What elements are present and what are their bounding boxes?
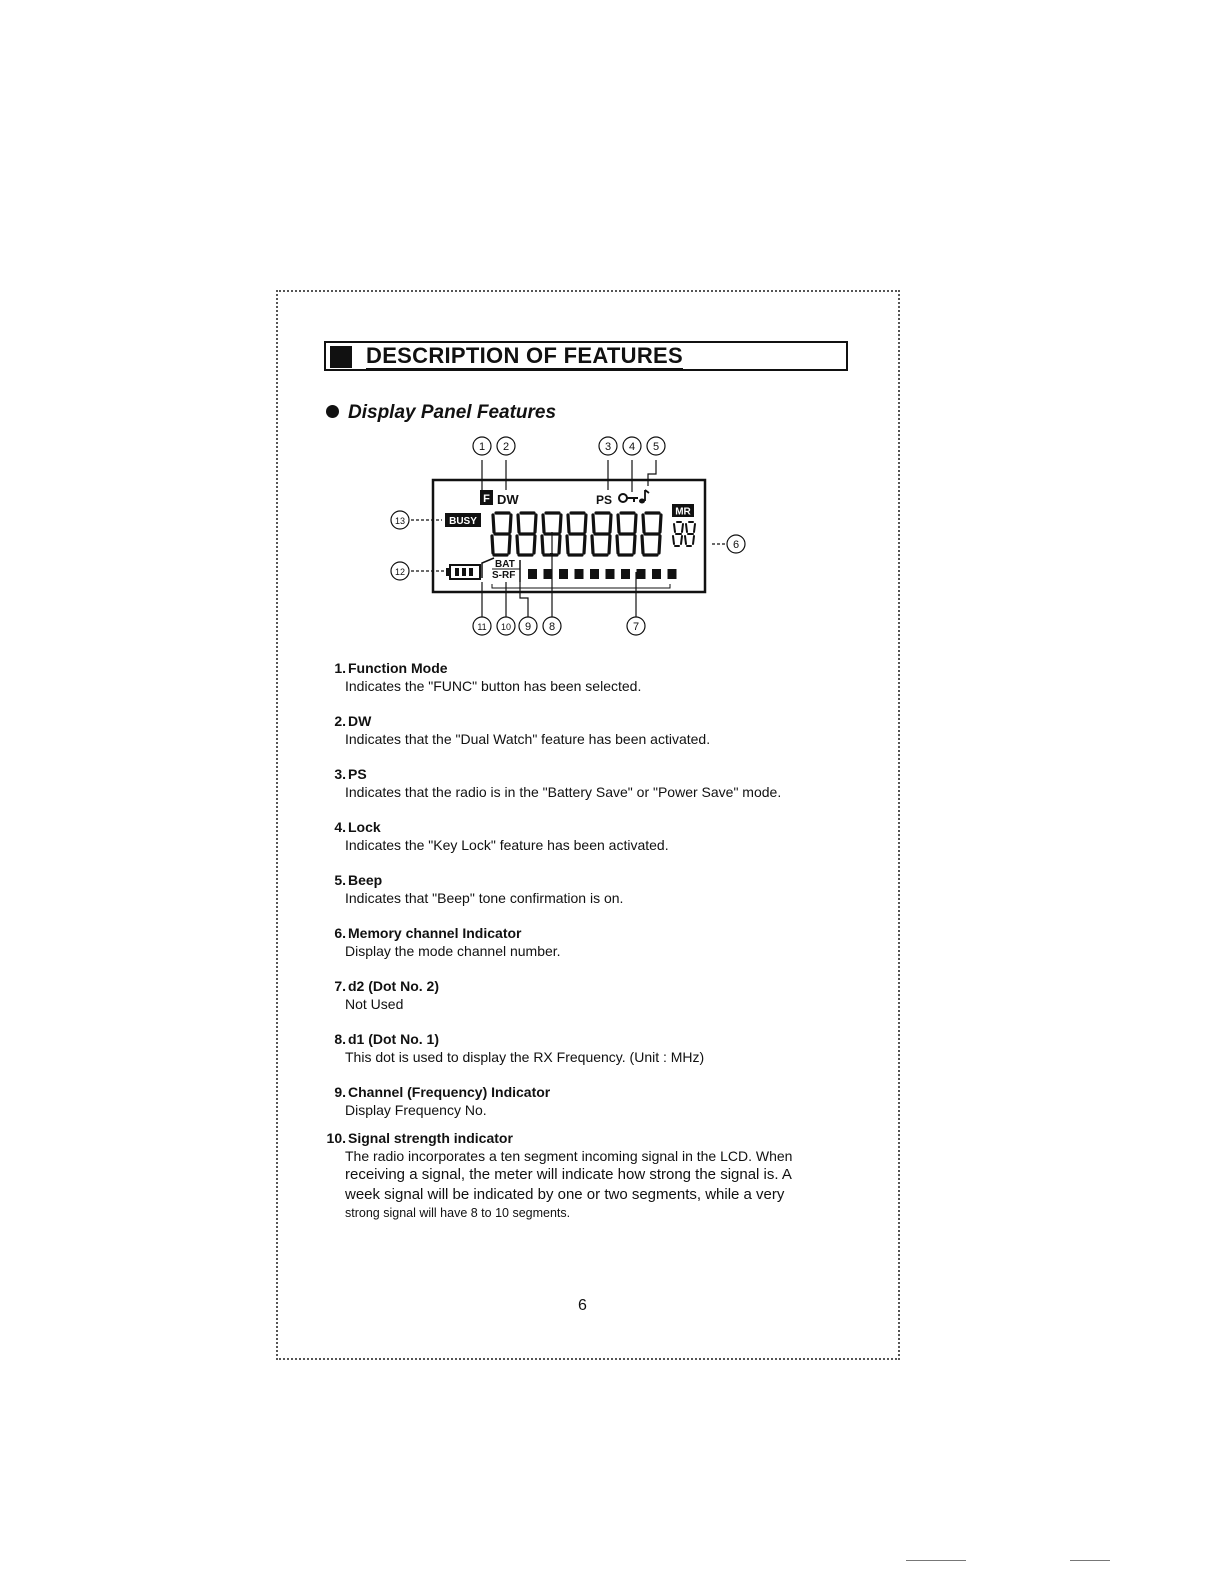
feature-title-text: Channel (Frequency) Indicator [348, 1084, 551, 1100]
signal-segment [668, 569, 677, 579]
feature-title-text: Lock [348, 819, 381, 835]
lcd-digit [567, 513, 586, 555]
feature-number: 3. [334, 766, 346, 782]
function-icon-label: F [483, 493, 490, 505]
feature-description-line: week signal will be indicated by one or two segments, while a very [345, 1186, 785, 1203]
feature-description-line: receiving a signal, the meter will indicate how strong the signal is. A [345, 1166, 792, 1183]
item-spacer [316, 960, 876, 977]
feature-title [316, 871, 876, 889]
feature-item [316, 924, 876, 960]
beep-note-icon [639, 490, 649, 504]
section-title: DESCRIPTION OF FEATURES [366, 343, 683, 368]
feature-item [316, 1129, 876, 1221]
scan-artifact [906, 1560, 966, 1561]
feature-description: Indicates the "FUNC" button has been selected. [345, 678, 642, 694]
feature-title-text: Function Mode [348, 660, 448, 676]
callout-number: 9 [524, 621, 532, 633]
busy-label: BUSY [449, 516, 477, 527]
feature-title [316, 765, 876, 783]
item-spacer [316, 1119, 876, 1129]
feature-description-line: strong signal will have 8 to 10 segments. [345, 1206, 571, 1220]
feature-item [316, 659, 876, 695]
signal-segment [652, 569, 661, 579]
feature-title-text: DW [348, 713, 372, 729]
feature-number: 4. [334, 819, 346, 835]
ps-label: PS [596, 493, 613, 507]
lcd-digit [617, 513, 636, 555]
feature-title [316, 659, 876, 677]
signal-segment [621, 569, 630, 579]
callout-number: 4 [628, 441, 636, 453]
feature-title-text: d1 (Dot No. 1) [348, 1031, 439, 1047]
subsection-title: Display Panel Features [348, 402, 557, 423]
header-square-icon [330, 346, 352, 368]
feature-number: 6. [334, 925, 346, 941]
feature-item [316, 712, 876, 748]
feature-item [316, 1030, 876, 1066]
feature-description: Display Frequency No. [345, 1102, 487, 1118]
callout-number: 8 [548, 621, 556, 633]
frequency-digits [492, 513, 661, 556]
lcd-digit [492, 513, 511, 555]
feature-number: 5. [334, 872, 346, 888]
signal-segment [544, 569, 553, 579]
lcd-diagram [380, 432, 760, 642]
feature-item [316, 977, 876, 1013]
feature-number: 10. [326, 1130, 346, 1146]
lcd-frame [433, 480, 705, 592]
signal-segment [575, 569, 584, 579]
feature-number: 7. [334, 978, 346, 994]
subsection-heading [326, 402, 556, 424]
callout-number: 2 [502, 441, 510, 453]
signal-segment [590, 569, 599, 579]
item-spacer [316, 748, 876, 765]
callout-number: 12 [394, 567, 406, 577]
bullet-icon [326, 405, 339, 418]
feature-title [316, 1129, 876, 1147]
feature-item [316, 1083, 876, 1119]
battery-icon [446, 565, 480, 579]
feature-description: Display the mode channel number. [345, 943, 561, 959]
signal-segment [637, 569, 646, 579]
item-spacer [316, 1013, 876, 1030]
srf-label: S-RF [492, 570, 516, 581]
feature-title-text: Memory channel Indicator [348, 925, 522, 941]
lcd-digit [592, 513, 611, 555]
feature-item [316, 871, 876, 907]
callout-leaders [411, 460, 728, 617]
bat-label: BAT [495, 559, 515, 570]
signal-segment [606, 569, 615, 579]
feature-title-text: d2 (Dot No. 2) [348, 978, 439, 994]
feature-item [316, 818, 876, 854]
signal-segments [528, 569, 677, 579]
callout-number: 1 [478, 441, 486, 453]
item-spacer [316, 907, 876, 924]
feature-title-text: Beep [348, 872, 383, 888]
mr-label: MR [675, 506, 691, 518]
feature-description: This dot is used to display the RX Frequency. (Unit : MHz) [345, 1049, 705, 1065]
feature-title [316, 1030, 876, 1048]
page-number: 6 [578, 1297, 587, 1314]
feature-title [316, 712, 876, 730]
feature-number: 1. [334, 660, 346, 676]
item-spacer [316, 801, 876, 818]
callout-number: 10 [500, 622, 512, 632]
feature-description-line: The radio incorporates a ten segment incoming signal in the LCD. When [345, 1148, 793, 1164]
feature-number: 2. [334, 713, 346, 729]
callout-number: 3 [604, 441, 612, 453]
lcd-digit [673, 522, 683, 546]
lcd-digit [685, 522, 695, 546]
callout-number: 6 [732, 539, 740, 551]
feature-number: 9. [334, 1084, 346, 1100]
feature-description: Indicates that "Beep" tone confirmation is on. [345, 890, 624, 906]
feature-item [316, 765, 876, 801]
callout-number: 11 [477, 622, 487, 632]
scan-artifact [1070, 1560, 1110, 1561]
feature-title [316, 1083, 876, 1101]
item-spacer [316, 1066, 876, 1083]
feature-description: Indicates the "Key Lock" feature has been activated. [345, 837, 669, 853]
lock-key-icon [619, 494, 638, 502]
signal-segment [528, 569, 537, 579]
feature-number: 8. [334, 1031, 346, 1047]
signal-segment [559, 569, 568, 579]
lcd-digit [517, 513, 536, 555]
feature-title-text: PS [348, 766, 367, 782]
item-spacer [316, 854, 876, 871]
feature-description: Indicates that the "Dual Watch" feature has been activated. [345, 731, 711, 747]
feature-title [316, 818, 876, 836]
feature-list [316, 659, 876, 1221]
feature-description: Not Used [345, 996, 404, 1012]
feature-title [316, 924, 876, 942]
feature-title [316, 977, 876, 995]
callout-number: 5 [652, 441, 660, 453]
channel-digits [673, 522, 695, 546]
section-header [324, 341, 848, 371]
callout-number: 7 [632, 621, 640, 633]
dw-label: DW [497, 492, 519, 507]
lcd-digit [642, 513, 661, 555]
item-spacer [316, 695, 876, 712]
feature-title-text: Signal strength indicator [348, 1130, 513, 1146]
callout-number: 13 [394, 516, 406, 526]
feature-description: Indicates that the radio is in the "Battery Save" or "Power Save" mode. [345, 784, 782, 800]
